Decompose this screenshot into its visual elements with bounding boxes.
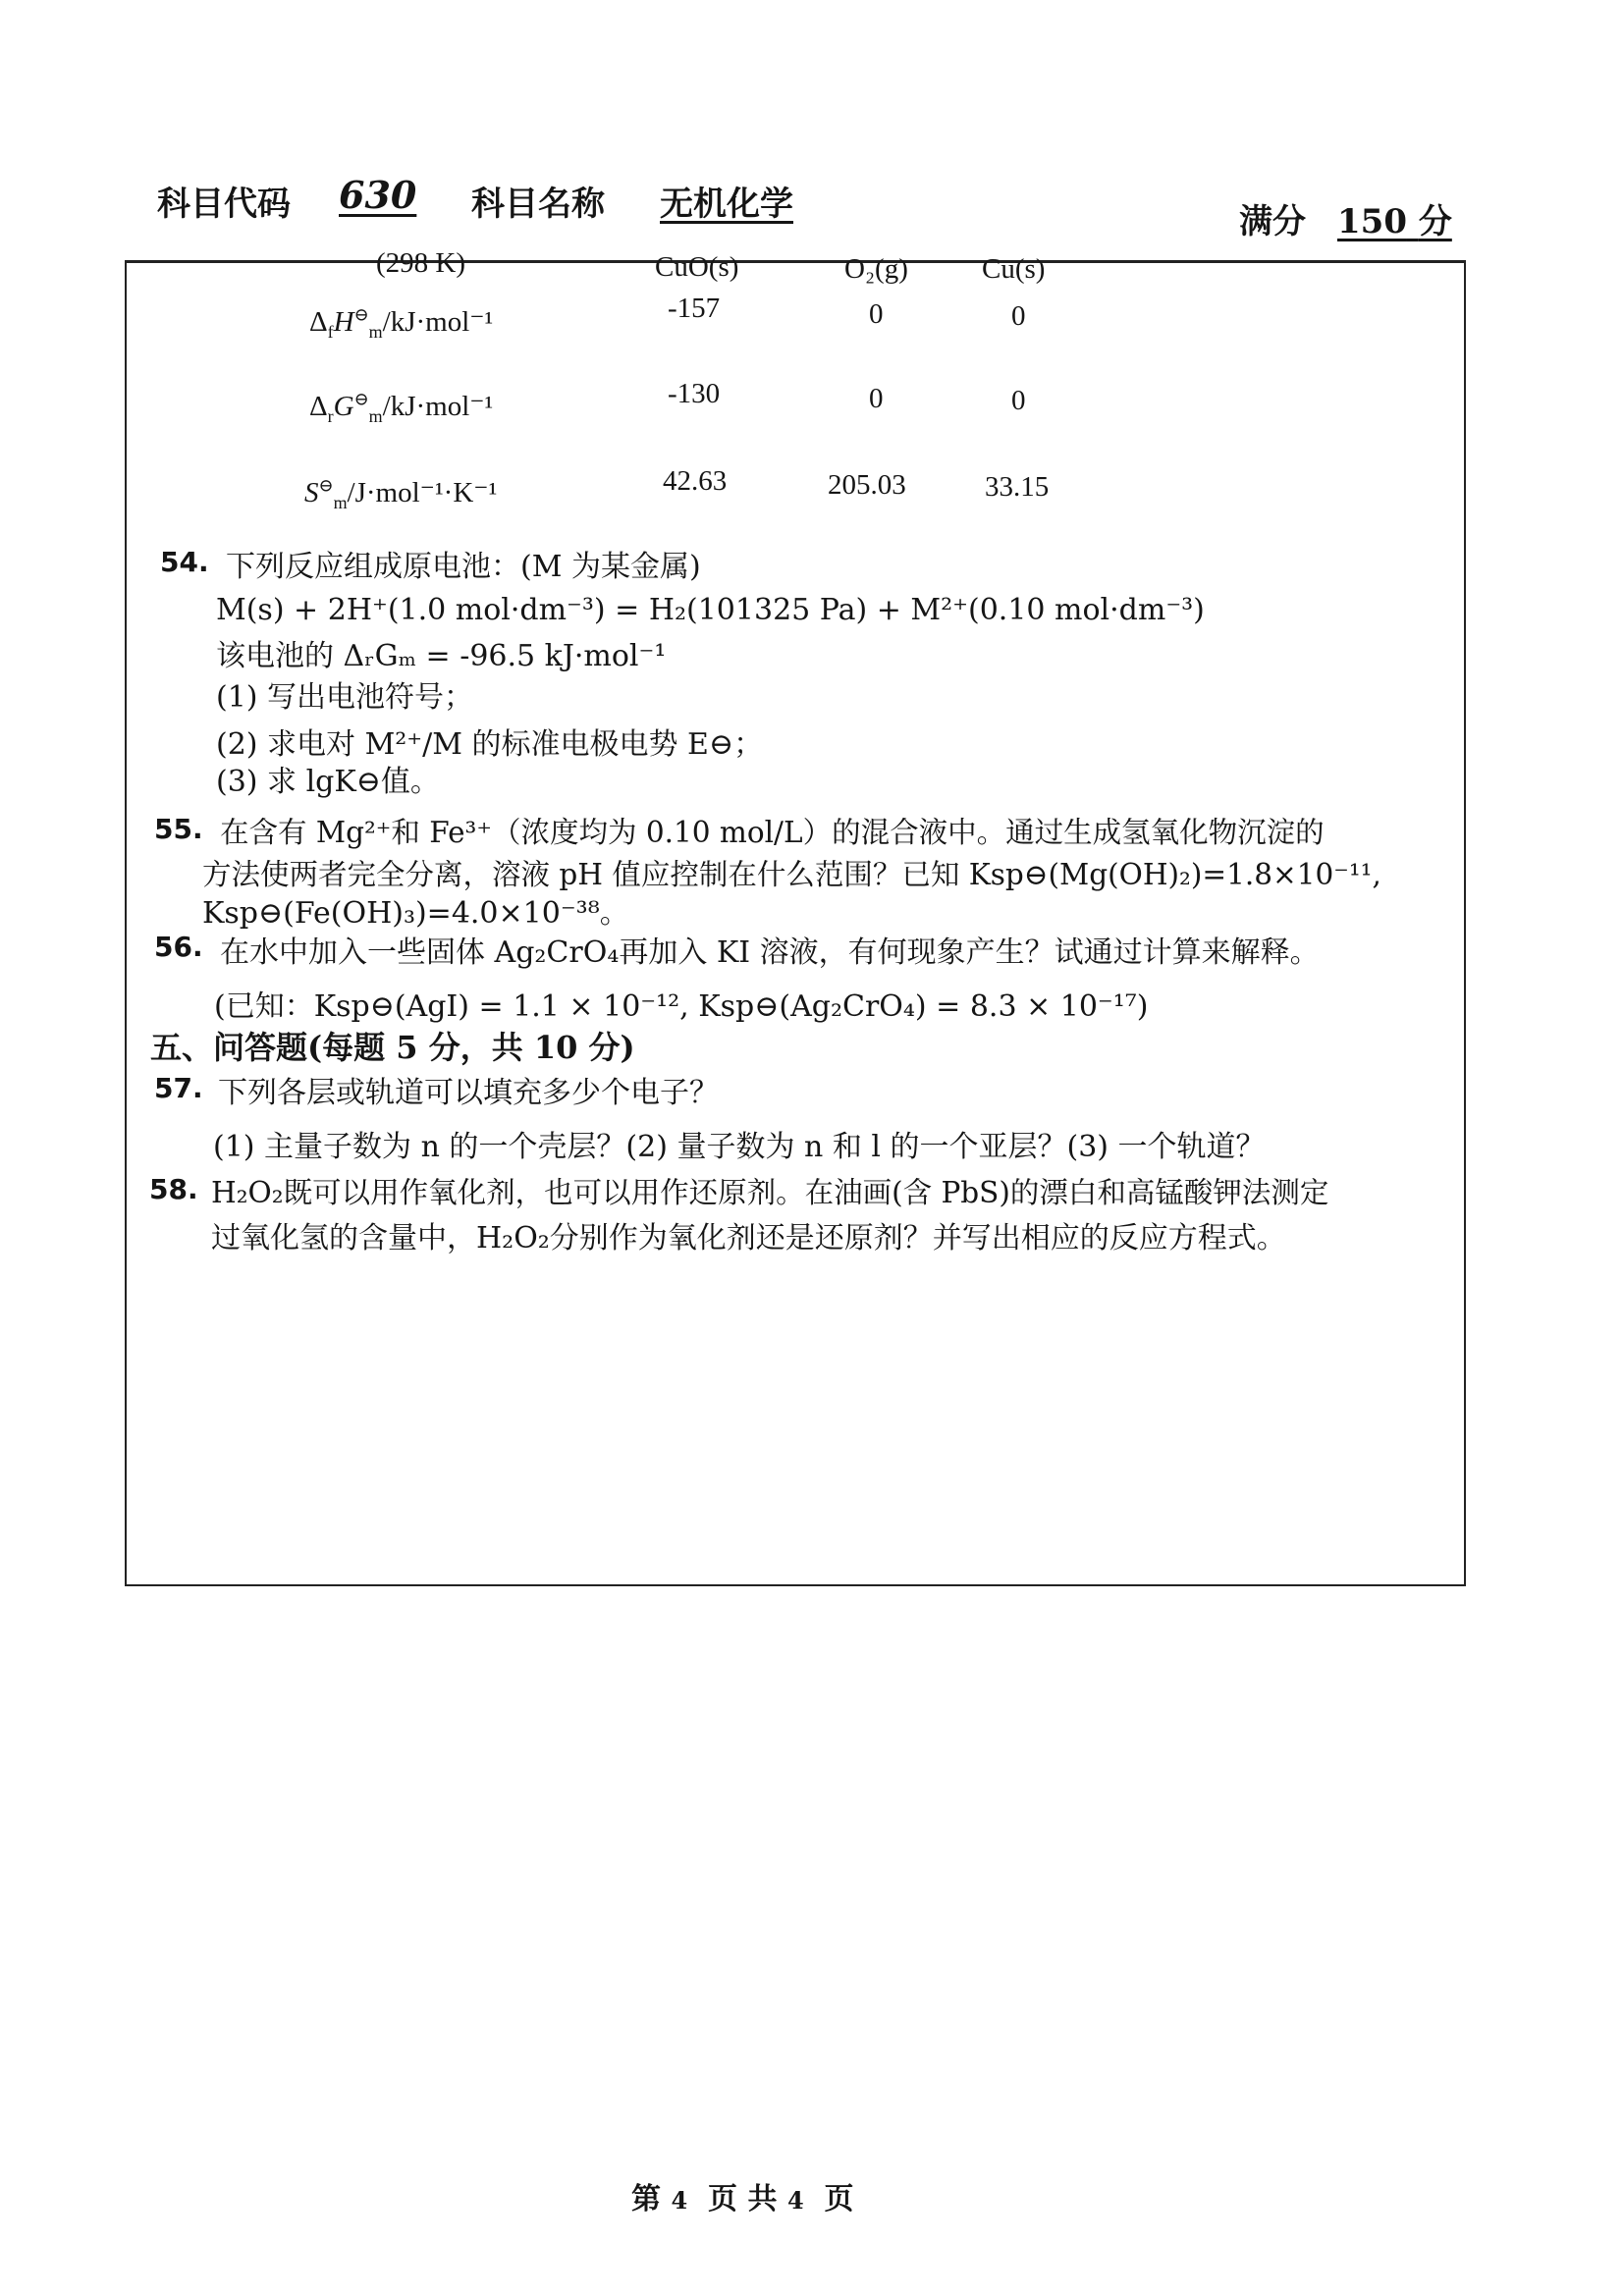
question-number: 56. bbox=[154, 931, 203, 963]
table-row-label: $\Delta_rG^⊖_m/kJ\cdot mol^{-1}$ bbox=[309, 389, 494, 426]
question-text: 在水中加入一些固体 Ag₂CrO₄再加入 KI 溶液，有何现象产生？试通过计算来解释。 bbox=[220, 935, 1320, 970]
subject-name: 无机化学 bbox=[660, 185, 793, 224]
question-text: (已知：Ksp⊖(AgI) = 1.1 × 10⁻¹², Ksp⊖(Ag₂CrO₄) = 8.3 × 10⁻¹⁷) bbox=[214, 989, 1149, 1024]
question-text: M(s) + 2H⁺(1.0 mol·dm⁻³) = H₂(101325 Pa) + M²⁺(0.10 mol·dm⁻³) bbox=[216, 593, 1205, 627]
question-number: 55. bbox=[154, 813, 203, 845]
question-text: Ksp⊖(Fe(OH)₃)=4.0×10⁻³⁸。 bbox=[202, 896, 629, 931]
table-cell: 42.63 bbox=[663, 465, 728, 497]
question-text: 方法使两者完全分离，溶液 pH 值应控制在什么范围？已知 Ksp⊖(Mg(OH)₂)=1.8×10⁻¹¹, bbox=[202, 858, 1381, 891]
question-text: 该电池的 ΔᵣGₘ = -96.5 kJ·mol⁻¹ bbox=[216, 639, 667, 673]
question-number: 54. bbox=[160, 546, 209, 578]
table-condition: (298 K) bbox=[376, 247, 466, 279]
question-text: (2) 求电对 M²⁺/M 的标准电极电势 E⊖； bbox=[216, 727, 764, 762]
section-title: 五、问答题(每题 5 分，共 10 分) bbox=[150, 1029, 635, 1066]
table-cell: 0 bbox=[1011, 300, 1026, 332]
subject-code: 630 bbox=[339, 173, 417, 217]
subject-name-label: 科目名称 bbox=[471, 185, 605, 224]
question-text: 下列各层或轨道可以填充多少个电子？ bbox=[218, 1076, 719, 1110]
question-number: 58. bbox=[149, 1173, 198, 1205]
table-cell: 0 bbox=[1011, 385, 1026, 416]
question-text: (1) 写出电池符号； bbox=[216, 680, 474, 715]
col-header: O₂(g) bbox=[844, 253, 908, 285]
question-number: 57. bbox=[154, 1072, 203, 1104]
subject-code-label: 科目代码 bbox=[157, 185, 291, 224]
table-cell: 205.03 bbox=[828, 469, 906, 501]
table-cell: -157 bbox=[668, 293, 721, 324]
table-row-label: $S^⊖_m/J\cdot mol^{-1}\cdot K^{-1}$ bbox=[304, 475, 498, 512]
col-header: Cu(s) bbox=[982, 253, 1046, 285]
col-header: CuO(s) bbox=[655, 251, 739, 283]
question-text: 下列反应组成原电池：(M 为某金属) bbox=[226, 550, 701, 584]
full-score: 150 分 bbox=[1337, 202, 1452, 241]
full-score-label: 满分 bbox=[1239, 202, 1306, 241]
page-footer: 第 4 页 共 4 页 bbox=[631, 2182, 854, 2216]
table-cell: -130 bbox=[668, 378, 721, 409]
table-cell: 0 bbox=[869, 383, 884, 414]
table-cell: 0 bbox=[869, 298, 884, 330]
table-cell: 33.15 bbox=[985, 471, 1050, 503]
question-text: (3) 求 lgK⊖值。 bbox=[216, 765, 440, 799]
question-text: 过氧化氢的含量中，H₂O₂分别作为氧化剂还是还原剂？并写出相应的反应方程式。 bbox=[211, 1221, 1286, 1255]
question-text: (1) 主量子数为 n 的一个壳层？(2) 量子数为 n 和 l 的一个亚层？(3) 一个轨道？ bbox=[213, 1130, 1266, 1164]
table-row-label: $\Delta_fH^⊖_m/kJ\cdot mol^{-1}$ bbox=[309, 304, 494, 342]
question-text: 在含有 Mg²⁺和 Fe³⁺（浓度均为 0.10 mol/L）的混合液中。通过生成氢氧化物沉淀的 bbox=[220, 816, 1325, 849]
question-text: H₂O₂既可以用作氧化剂，也可以用作还原剂。在油画(含 PbS)的漂白和高锰酸钾法测定 bbox=[211, 1176, 1329, 1209]
